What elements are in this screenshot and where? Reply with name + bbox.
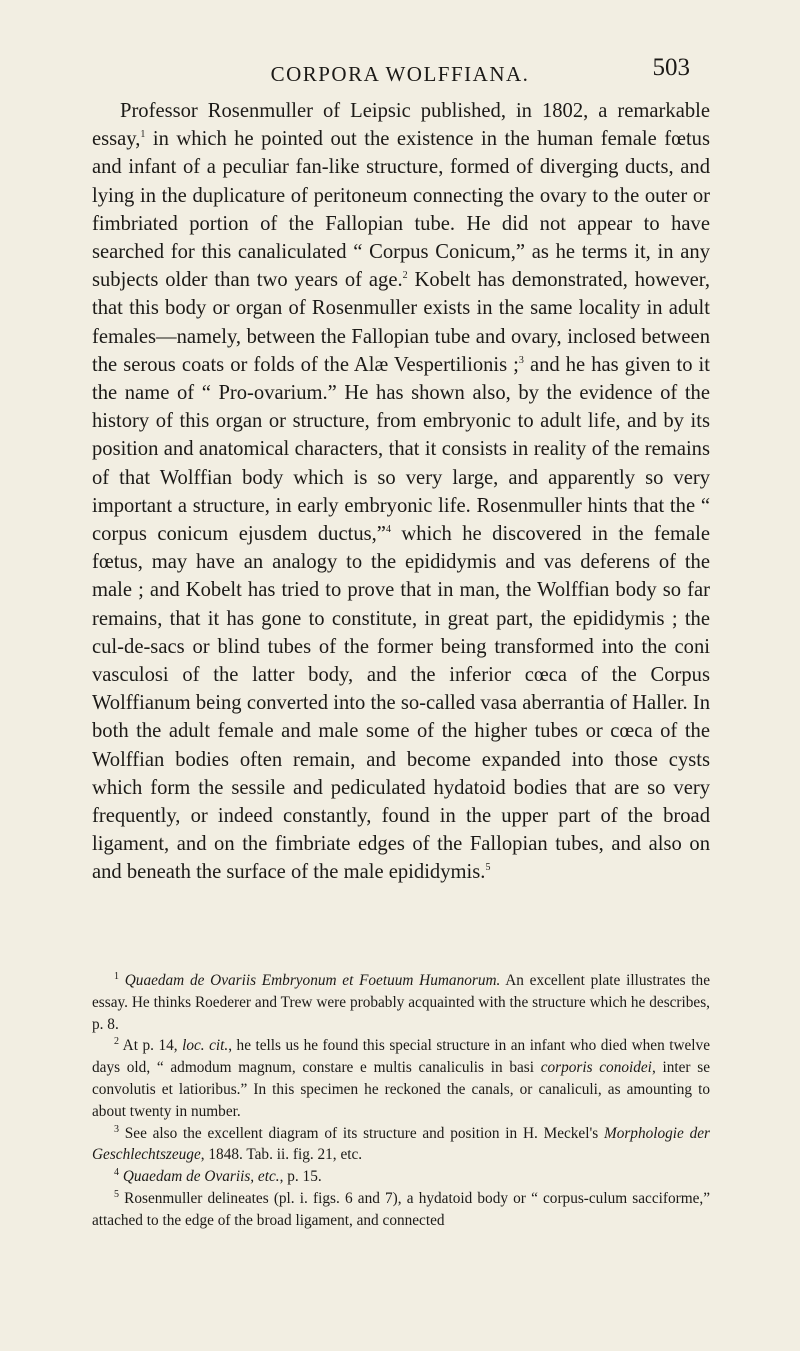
page-number: 503 xyxy=(652,54,690,81)
footnote-ref-5: 5 xyxy=(485,862,491,874)
footnote-5 xyxy=(92,1188,710,1232)
footnote-title: Quaedam de Ovariis, etc. xyxy=(122,1168,280,1186)
text-run: Professor Rosenmuller of Leipsic published, in 1802, a remarkable essay, xyxy=(92,100,710,151)
text-run: and he has given to it the name of “ Pro-ovarium.” He has shown also, by the evidence of the history of this organ or structure, from embryonic to adult life, and by its position and anatomical characters, that it consists in reality of the remains of that Wolffian body which is so very large, and apparently so very important a structure, in early embryonic life. Rosenmuller hints that the “ corpus conicum ejusdem ductus,” xyxy=(92,353,711,546)
text-run: in which he pointed out the existence in the human female fœtus and infant of a peculiar fan-like structure, formed of diverging ducts, and lying in the duplicature of peritoneum connecting the ovary to the outer or fimbriated portion of the Fallopian tube. He did not appear to have searched for this canaliculated “ Corpus Conicum,” as he terms it, in any subjects older than two years of age. xyxy=(92,128,710,292)
footnotes xyxy=(92,970,710,1232)
footnote-mark: 2 xyxy=(114,1036,119,1048)
footnote-text: Rosenmuller delineates (pl. i. figs. 6 and 7), a hydatoid body or “ corpus-culum sacciforme,” attached to the edge of the broad ligament, and connected xyxy=(92,1189,710,1229)
footnote-text: At p. 14, xyxy=(119,1037,183,1055)
footnote-ref-1: 1 xyxy=(140,129,146,141)
footnote-ref-3: 3 xyxy=(518,354,524,366)
footnote-mark: 5 xyxy=(114,1188,119,1200)
footnote-ref-4: 4 xyxy=(385,524,391,536)
footnote-ref-2: 2 xyxy=(402,270,408,282)
text-run: Kobelt has demonstrated, however, that this body or organ of Rosenmuller exists in the same locality in adult females—namely, between the Fallopian tube and ovary, inclosed between the serous coats or folds of the Alæ Vespertilionis ; xyxy=(92,269,710,376)
footnote-latin: corporis conoidei xyxy=(540,1059,652,1077)
footnote-text: An excellent plate illustrates the essay. He thinks Roederer and Trew were probably acquainted with the structure which he describes, p. 8. xyxy=(92,972,710,1033)
footnote-3 xyxy=(92,1123,710,1167)
footnote-text: See also the excellent diagram of its structure and position in H. Meckel's xyxy=(119,1124,604,1142)
footnote-text: , inter se convolutis et latioribus.” In this specimen he reckoned the canals, or canaliculi, as amounting to about twenty in number. xyxy=(92,1059,710,1120)
footnote-4 xyxy=(92,1166,710,1188)
running-head: CORPORA WOLFFIANA. xyxy=(270,62,530,86)
footnote-mark: 3 xyxy=(114,1123,119,1135)
footnote-text: , he tells us he found this special structure in an infant who died when twelve days old, “ admodum magnum, constare e multis canaliculis in basi xyxy=(92,1037,710,1077)
body-text xyxy=(92,97,710,887)
footnote-mark: 1 xyxy=(114,970,119,982)
footnote-citation: loc. cit. xyxy=(182,1037,229,1055)
footnote-1 xyxy=(92,970,710,1035)
footnote-text: , p. 15. xyxy=(279,1168,322,1186)
footnote-title: Quaedam de Ovariis Embryonum et Foetuum Humanorum. xyxy=(124,972,501,989)
footnote-2 xyxy=(92,1035,710,1122)
footnote-text: , 1848. Tab. ii. fig. 21, etc. xyxy=(200,1146,363,1164)
footnote-title: Morphologie der Geschlechtszeuge xyxy=(92,1124,710,1164)
text-run: which he discovered in the female fœtus, may have an analogy to the epididymis and vas deferens of the male ; and Kobelt has tried to prove that in man, the Wolffian body so far remains, that it has gone to constitute, in great part, the epididymis ; the cul-de-sacs or blind tubes of the former being transformed into the coni vasculosi of the latter body, and the inferior cœca of the Corpus Wolffianum being converted into the so-called vasa aberrantia of Haller. In both the adult female and male some of the higher tubes or cœca of the Wolffian bodies often remain, and become expanded into those cysts which form the sessile and pediculated hydatoid bodies that are so very frequently, or indeed constantly, found in the upper part of the broad ligament, and on the fimbriate edges of the Fallopian tubes, and also on and beneath the surface of the male epididymis. xyxy=(92,523,710,884)
page-header xyxy=(0,54,800,96)
body-paragraph xyxy=(92,97,710,887)
footnote-mark: 4 xyxy=(114,1167,119,1179)
